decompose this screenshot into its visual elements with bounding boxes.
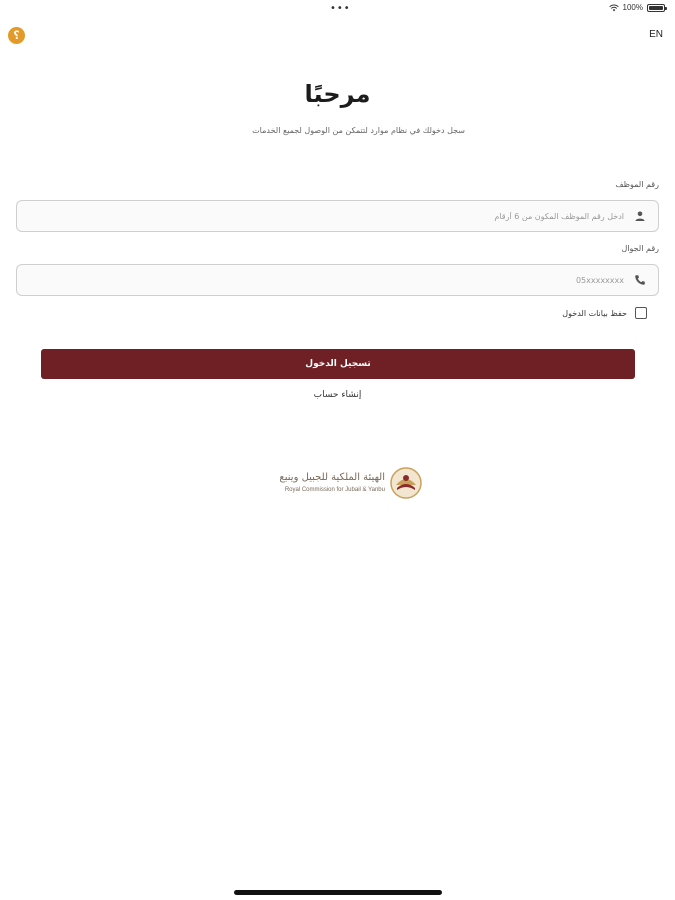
phone-icon <box>634 274 646 286</box>
employee-id-input[interactable] <box>17 201 624 231</box>
person-icon <box>634 210 646 222</box>
royal-commission-emblem-icon <box>390 467 422 499</box>
remember-me-row[interactable] <box>562 307 647 319</box>
royal-commission-logo <box>255 467 425 503</box>
status-bar <box>0 0 675 18</box>
battery-icon <box>647 4 665 12</box>
language-toggle[interactable]: EN <box>649 29 663 40</box>
help-icon: ؟ <box>13 29 20 42</box>
wifi-icon <box>609 4 619 12</box>
employee-id-label: رقم الموظف <box>615 180 659 189</box>
multitask-dots[interactable]: ••• <box>330 3 351 14</box>
create-account-link[interactable]: إنشاء حساب <box>313 390 362 400</box>
remember-me-checkbox[interactable] <box>635 307 647 319</box>
page-subtitle: سجل دخولك في نظام موارد لتتمكن من الوصول لجميع الخدمات <box>252 126 465 135</box>
help-button[interactable] <box>8 27 25 44</box>
mobile-input[interactable] <box>17 265 624 295</box>
battery-percent: 100% <box>622 3 643 12</box>
logo-name-english: Royal Commission for Jubail & Yanbu <box>284 487 385 493</box>
home-indicator[interactable] <box>234 890 442 895</box>
logo-name-arabic: الهيئة الملكية للجبيل وينبع <box>279 472 385 483</box>
employee-id-field-container <box>16 200 659 232</box>
mobile-label: رقم الجوال <box>621 244 659 253</box>
mobile-field-container <box>16 264 659 296</box>
status-indicators <box>609 3 665 12</box>
login-button[interactable]: تسجيل الدخول <box>41 349 635 379</box>
page-title: مرحبًا <box>304 80 371 108</box>
remember-me-label: حفظ بيانات الدخول <box>562 308 627 318</box>
